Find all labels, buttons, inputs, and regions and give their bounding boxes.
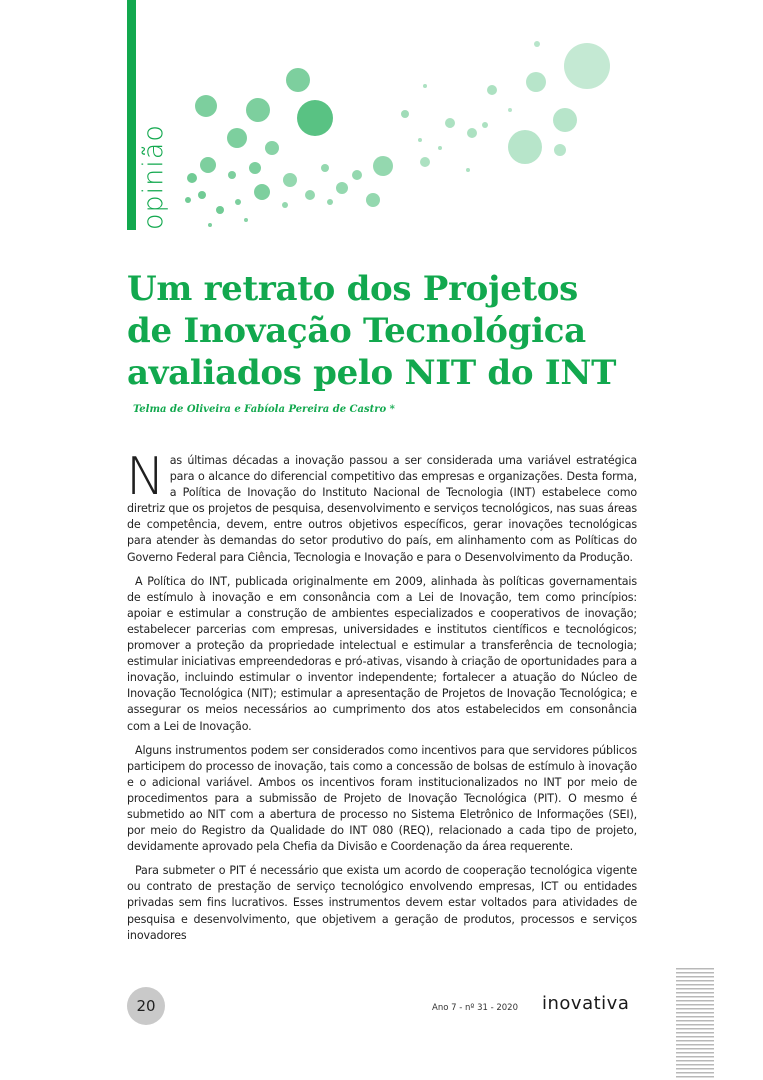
paragraph-text: as últimas décadas a inovação passou a ser considerada uma variável estratégica para o alcance do diferencial competitivo das empresas e organizações. Desta forma, a Política de Inovação do Instituto Nacional de Tecnologia (INT) estabelece como diretriz que os projetos de pesquisa, desenvolvimento e serviços tecnológicos, nas suas áreas de competência, devem, entre outros objetivos específicos, gerar inovações tecnológicas para atender às demandas do setor produtivo do país, em alinhamento com as Políticas do Governo Federal para Ciência, Tecnologia e Inovação e para o Desenvolvimento da Produção. <box>127 454 637 564</box>
drop-cap: N <box>126 447 165 507</box>
decorative-stripes <box>676 968 714 1080</box>
magazine-logo: inovativa <box>542 993 630 1014</box>
title-line: Um retrato dos Projetos <box>127 269 579 309</box>
title-line: de Inovação Tecnológica <box>127 311 586 351</box>
section-color-bar <box>127 0 136 230</box>
paragraph <box>126 447 637 566</box>
decorative-bubbles <box>180 30 620 230</box>
page-number: 20 <box>136 997 156 1015</box>
paragraph: Para submeter o PIT é necessário que exista um acordo de cooperação tecnológica vigente ou contrato de prestação de serviço tecnológico envolvendo empresas, ICT ou entidades privadas sem fins lucrativos. Esses instrumentos devem estar voltados para atividades de pesquisa e desenvolvimento, que objetivem a geração de produtos, processos e serviços inovadores <box>127 864 637 942</box>
paragraph: Alguns instrumentos podem ser considerados como incentivos para que servidores públicos participem do processo de inovação, tais como a concessão de bolsas de estímulo à inovação e o adicional variável. Ambos os incentivos foram institucionalizados no INT por meio de procedimentos para a submissão de Projeto de Inovação Tecnológica (PIT). O mesmo é submetido ao NIT com a abertura de processo no Sistema Eletrônico de Informações (SEI), por meio do Registro da Qualidade do INT 080 (REQ), relacionado a cada tipo de projeto, devidamente aprovado pela Chefia da Divisão e Coordenação da área requerente. <box>127 743 637 854</box>
paragraph: A Política do INT, publicada originalmente em 2009, alinhada às políticas governamentais de estímulo à inovação e em consonância com a Lei de Inovação, tem como princípios: apoiar e estimular a construção de ambientes especializados e cooperativos de inovação; estabelecer parcerias com empresas, universidades e institutos científicos e tecnológicos; promover a proteção da propriedade intelectual e estimular a transferência de tecnologia; estimular iniciativas empreendedoras e pró-ativas, visando à criação de oportunidades para a inovação, incluindo estimular o inventor independente; fortalecer a atuação do Núcleo de Inovação Tecnológica (NIT); estimular a apresentação de Projetos de Inovação Tecnológica; e assegurar os meios necessários ao cumprimento dos atos estabelecidos em consonância com a Lei de Inovação. <box>127 574 637 733</box>
article-body <box>126 447 637 952</box>
title-line: avaliados pelo NIT do INT <box>127 353 617 393</box>
article-title <box>127 268 687 394</box>
article-authors: Telma de Oliveira e Fabíola Pereira de Castro * <box>133 404 395 415</box>
section-label: opinião <box>138 124 169 230</box>
issue-info: Ano 7 - nº 31 - 2020 <box>432 1003 518 1013</box>
